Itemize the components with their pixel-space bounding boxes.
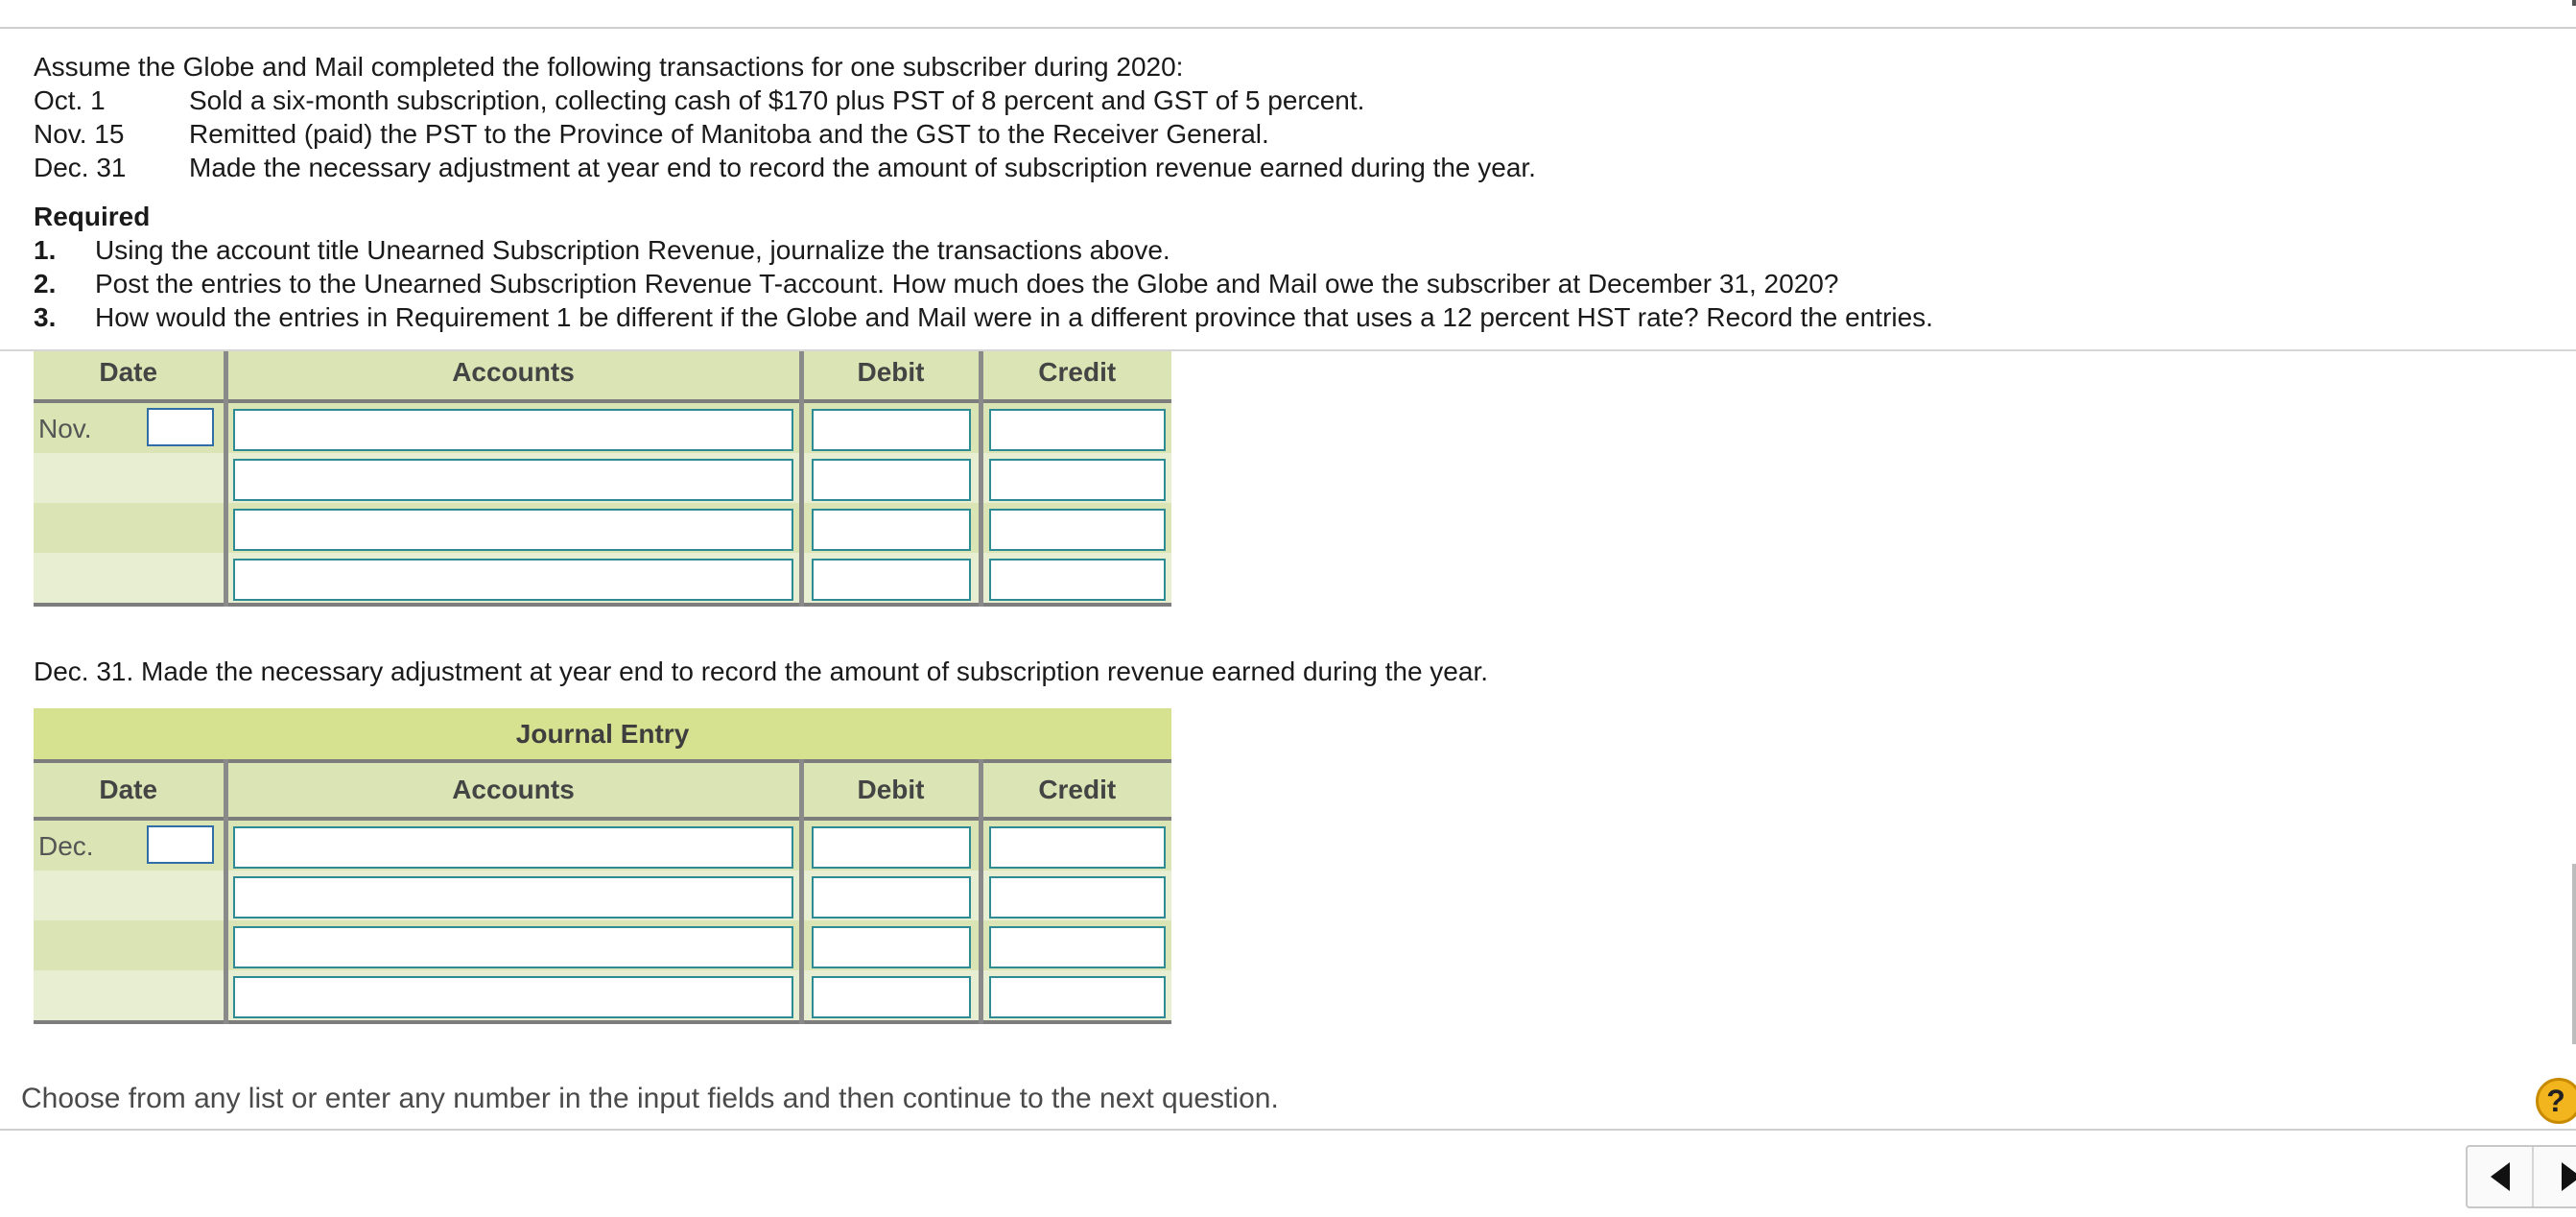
debit-cell [801, 871, 981, 920]
debit-header: Debit [801, 351, 981, 401]
day-input[interactable] [147, 825, 214, 864]
account-input[interactable] [233, 459, 793, 501]
credit-cell [981, 920, 1171, 970]
journal-row [34, 503, 1171, 553]
next-button[interactable] [2534, 1147, 2576, 1206]
account-cell [225, 819, 801, 871]
credit-input[interactable] [989, 459, 1166, 501]
account-input[interactable] [233, 559, 793, 601]
debit-input[interactable] [812, 926, 971, 968]
credit-input[interactable] [989, 509, 1166, 551]
account-input[interactable] [233, 976, 793, 1018]
account-cell [225, 920, 801, 970]
debit-cell [801, 819, 981, 871]
problem-statement [34, 50, 2528, 334]
credit-cell [981, 871, 1171, 920]
arrow-left-icon [2491, 1162, 2510, 1191]
journal-row [34, 453, 1171, 503]
month-label: Nov. [38, 414, 92, 443]
credit-cell [981, 553, 1171, 605]
account-input[interactable] [233, 826, 793, 869]
journal-row [34, 819, 1171, 871]
date-cell [34, 503, 225, 553]
problem-intro: Assume the Globe and Mail completed the following transactions for one subscriber during 2020: [34, 52, 1184, 82]
journal-row [34, 401, 1171, 453]
credit-cell [981, 503, 1171, 553]
requirement-text: Using the account title Unearned Subscription Revenue, journalize the transactions above. [95, 235, 1170, 265]
requirement-row [34, 300, 2528, 334]
debit-cell [801, 503, 981, 553]
credit-cell [981, 453, 1171, 503]
requirement-row [34, 233, 2528, 267]
account-input[interactable] [233, 876, 793, 919]
debit-input[interactable] [812, 826, 971, 869]
journal-nov [34, 351, 1171, 630]
requirement-row [34, 267, 2528, 300]
scrollbar-thumb[interactable] [2572, 864, 2576, 1044]
dec-instruction: Dec. 31. Made the necessary adjustment at year end to record the amount of subscription revenue earned during the year. [34, 656, 1489, 686]
transaction-date: Nov. 15 [34, 119, 125, 149]
debit-input[interactable] [812, 976, 971, 1018]
required-title: Required [34, 202, 151, 231]
debit-cell [801, 453, 981, 503]
account-cell [225, 503, 801, 553]
credit-cell [981, 401, 1171, 453]
account-cell [225, 970, 801, 1022]
transaction-row [34, 151, 2528, 184]
journal-entry-caption: Journal Entry [34, 708, 1171, 761]
date-header: Date [34, 351, 225, 401]
journal-dec [34, 708, 1171, 1024]
credit-input[interactable] [989, 976, 1166, 1018]
debit-cell [801, 970, 981, 1022]
question-navigation [2466, 1145, 2576, 1208]
account-input[interactable] [233, 409, 793, 451]
transaction-text: Made the necessary adjustment at year end to record the amount of subscription revenue earned during the year. [189, 153, 1536, 182]
transaction-date: Dec. 31 [34, 153, 127, 182]
account-cell [225, 871, 801, 920]
account-input[interactable] [233, 926, 793, 968]
date-cell [34, 920, 225, 970]
account-cell [225, 401, 801, 453]
credit-cell [981, 970, 1171, 1022]
debit-header: Debit [801, 761, 981, 819]
footer-hint: Choose from any list or enter any number in the input fields and then continue to the next question. [21, 1083, 1279, 1114]
requirement-text: Post the entries to the Unearned Subscription Revenue T-account. How much does the Globe and Mail owe the subscriber at December 31, 2020? [95, 269, 1839, 298]
requirement-text: How would the entries in Requirement 1 be different if the Globe and Mail were in a different province that uses a 12 percent HST rate? Record the entries. [95, 302, 1933, 332]
date-cell [34, 453, 225, 503]
transaction-text: Remitted (paid) the PST to the Province of Manitoba and the GST to the Receiver General. [189, 119, 1269, 149]
day-input[interactable] [147, 408, 214, 446]
journal-row [34, 920, 1171, 970]
account-input[interactable] [233, 509, 793, 551]
journal-table-nov [34, 351, 1171, 607]
transaction-text: Sold a six-month subscription, collecting cash of $170 plus PST of 8 percent and GST of 5 percent. [189, 85, 1365, 115]
debit-cell [801, 401, 981, 453]
top-divider [0, 27, 2576, 29]
journal-row [34, 970, 1171, 1022]
credit-input[interactable] [989, 826, 1166, 869]
requirement-number: 3. [34, 302, 57, 332]
month-label: Dec. [38, 831, 94, 861]
credit-input[interactable] [989, 876, 1166, 919]
account-cell [225, 553, 801, 605]
date-cell [34, 871, 225, 920]
corner-mark [2572, 0, 2576, 6]
accounts-header: Accounts [225, 351, 801, 401]
bottom-divider [0, 1129, 2576, 1131]
credit-header: Credit [981, 761, 1171, 819]
credit-cell [981, 819, 1171, 871]
requirement-number: 2. [34, 269, 57, 298]
credit-input[interactable] [989, 559, 1166, 601]
transaction-date: Oct. 1 [34, 85, 106, 115]
credit-input[interactable] [989, 409, 1166, 451]
arrow-right-icon [2562, 1162, 2576, 1191]
journal-row [34, 871, 1171, 920]
header-row [34, 351, 1171, 401]
date-cell [34, 401, 225, 453]
debit-input[interactable] [812, 409, 971, 451]
help-button[interactable]: ? [2536, 1078, 2576, 1124]
debit-cell [801, 920, 981, 970]
transaction-row [34, 84, 2528, 117]
date-cell [34, 970, 225, 1022]
debit-input[interactable] [812, 559, 971, 601]
transaction-row [34, 117, 2528, 151]
debit-input[interactable] [812, 459, 971, 501]
debit-input[interactable] [812, 509, 971, 551]
debit-input[interactable] [812, 876, 971, 919]
previous-button[interactable] [2468, 1147, 2534, 1206]
accounts-header: Accounts [225, 761, 801, 819]
journal-table-dec [34, 708, 1171, 1024]
date-cell [34, 553, 225, 605]
header-row [34, 761, 1171, 819]
journal-row [34, 553, 1171, 605]
caption-row [34, 708, 1171, 761]
debit-cell [801, 553, 981, 605]
date-header: Date [34, 761, 225, 819]
date-cell [34, 819, 225, 871]
credit-input[interactable] [989, 926, 1166, 968]
credit-header: Credit [981, 351, 1171, 401]
requirement-number: 1. [34, 235, 57, 265]
account-cell [225, 453, 801, 503]
